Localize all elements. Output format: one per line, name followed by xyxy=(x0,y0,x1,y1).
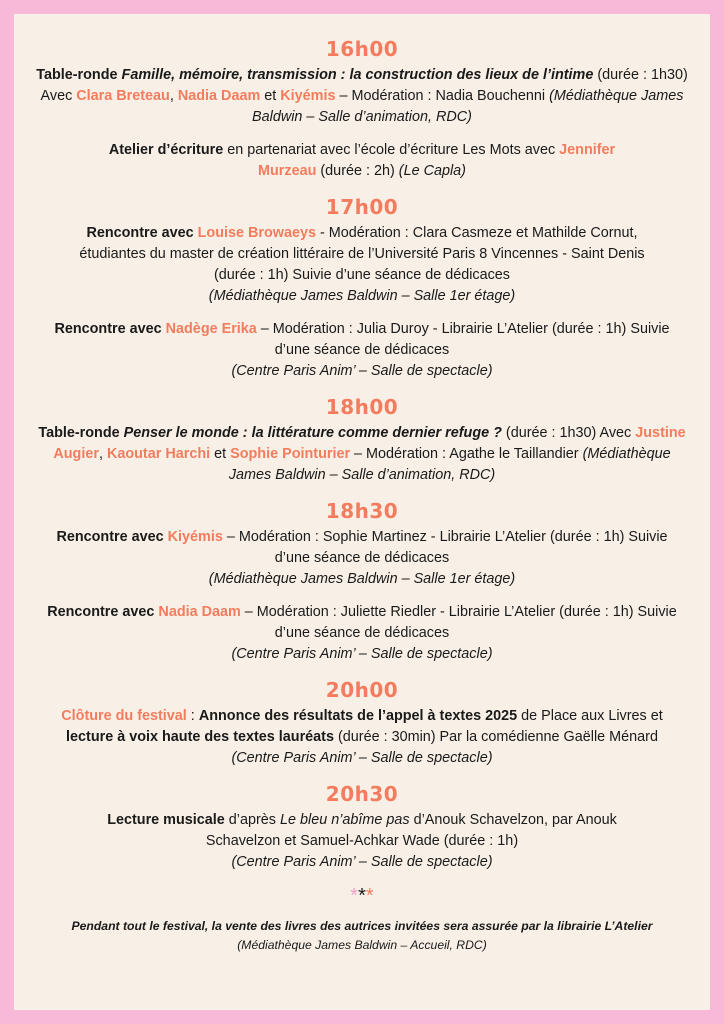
event-location: (Centre Paris Anim’ – Salle de spectacle) xyxy=(231,750,493,766)
time-heading-20h30: 20h30 xyxy=(325,782,399,806)
event-atelier-ecriture: Atelier d’écriture en partenariat avec l’école d’écriture Les Mots avec Jennifer Murzeau (durée : 2h) (Le Capla) xyxy=(108,142,616,179)
event-type: Table-ronde xyxy=(36,67,122,83)
event-location: (Le Capla) xyxy=(398,163,466,179)
event-type: Rencontre avec xyxy=(86,225,198,241)
time-heading-16h00: 16h00 xyxy=(325,37,399,61)
event-rencontre-erika: Rencontre avec Nadège Erika – Modération : Julia Duroy - Librairie L’Atelier (durée : 1h) Suivie d’une séance de dédicaces (Centre Paris Anim’ – Salle de spectacle) xyxy=(54,321,670,379)
event-location: (Médiathèque James Baldwin – Salle d’animation, RDC) xyxy=(252,88,684,125)
footer-note: Pendant tout le festival, la vente des livres des autrices invitées sera assurée par la librairie L’Atelier (Médiathèque James Baldwin – Accueil, RDC) xyxy=(71,919,653,952)
program-content xyxy=(14,36,710,955)
event-location: (Centre Paris Anim’ – Salle de spectacle) xyxy=(231,854,493,870)
author-name: Nadia Daam xyxy=(158,604,241,620)
event-highlight: Clôture du festival xyxy=(61,708,187,724)
event-rencontre-kiyemis: Rencontre avec Kiyémis – Modération : Sophie Martinez - Librairie L’Atelier (durée : 1h) Suivie d’une séance de dédicaces (Médiathèque James Baldwin – Salle 1er étage) xyxy=(56,529,668,587)
event-location: (Médiathèque James Baldwin – Salle 1er étage) xyxy=(208,288,516,304)
event-rencontre-daam: Rencontre avec Nadia Daam – Modération : Juliette Riedler - Librairie L’Atelier (durée : 1h) Suivie d’une séance de dédicaces (Centre Paris Anim’ – Salle de spectacle) xyxy=(47,604,677,662)
event-type: Lecture musicale xyxy=(107,812,225,828)
event-title: Le bleu n’abîme pas xyxy=(279,812,410,828)
time-heading-17h00: 17h00 xyxy=(325,195,399,219)
asterisk-icon: * xyxy=(350,885,359,907)
event-rencontre-browaeys: Rencontre avec Louise Browaeys - Modération : Clara Casmeze et Mathilde Cornut, étudiantes du master de création littéraire de l’Université Paris 8 Vincennes - Saint Denis (durée : 1h) Suivie d’une séance de dédicaces (Médiathèque James Baldwin – Salle 1er étage) xyxy=(79,225,645,304)
author-name: Nadia Daam xyxy=(177,88,261,104)
time-heading-20h00: 20h00 xyxy=(325,678,399,702)
event-type: Table-ronde xyxy=(38,425,124,441)
asterisk-icon: * xyxy=(365,885,374,907)
event-lecture-musicale: Lecture musicale d’après Le bleu n’abîme pas d’Anouk Schavelzon, par Anouk Schavelzon et Samuel-Achkar Wade (durée : 1h) (Centre Paris Anim’ – Salle de spectacle) xyxy=(107,812,617,870)
author-name: Justine Augier xyxy=(53,425,686,462)
author-name: Nadège Erika xyxy=(165,321,257,337)
event-cloture-festival: Clôture du festival : Annonce des résultats de l’appel à textes 2025 de Place aux Livres et lecture à voix haute des textes lauréats (durée : 30min) Par la comédienne Gaëlle Ménard (Centre Paris Anim’ – Salle de spectacle) xyxy=(61,708,663,766)
event-location: (Médiathèque James Baldwin – Salle 1er étage) xyxy=(208,571,516,587)
author-name: Clara Breteau xyxy=(76,88,170,104)
author-name: Kaoutar Harchi xyxy=(106,446,211,462)
event-type: Rencontre avec xyxy=(54,321,166,337)
event-type: Atelier d’écriture xyxy=(108,142,224,158)
program-page xyxy=(14,14,710,1010)
event-type: Rencontre avec xyxy=(47,604,159,620)
author-name: Kiyémis xyxy=(280,88,336,104)
time-heading-18h00: 18h00 xyxy=(325,395,399,419)
author-name: Louise Browaeys xyxy=(197,225,317,241)
asterisk-divider xyxy=(14,885,710,907)
asterisk-icon: * xyxy=(358,885,366,907)
event-location: (Médiathèque James Baldwin – Salle d’animation, RDC) xyxy=(228,446,671,483)
event-title: Famille, mémoire, transmission : la construction des lieux de l’intime xyxy=(121,67,594,83)
footer-location: (Médiathèque James Baldwin – Accueil, RDC) xyxy=(237,938,487,952)
event-table-ronde-penser: Table-ronde Penser le monde : la littérature comme dernier refuge ? (durée : 1h30) Avec Justine Augier, Kaoutar Harchi et Sophie Pointurier – Modération : Agathe le Taillandier (Médiathèque James Baldwin – Salle d’animation, RDC) xyxy=(38,425,686,483)
event-title: Penser le monde : la littérature comme dernier refuge ? xyxy=(123,425,502,441)
author-name: Kiyémis xyxy=(167,529,223,545)
event-location: (Centre Paris Anim’ – Salle de spectacle) xyxy=(231,363,493,379)
event-location: (Centre Paris Anim’ – Salle de spectacle) xyxy=(231,646,493,662)
author-name: Jennifer Murzeau xyxy=(258,142,616,179)
author-name: Sophie Pointurier xyxy=(230,446,351,462)
time-heading-18h30: 18h30 xyxy=(325,499,399,523)
event-table-ronde-famille: Table-ronde Famille, mémoire, transmission : la construction des lieux de l’intime (durée : 1h30) Avec Clara Breteau, Nadia Daam et Kiyémis – Modération : Nadia Bouchenni (Médiathèque James Baldwin – Salle d’animation, RDC) xyxy=(36,67,688,125)
event-type: Rencontre avec xyxy=(56,529,168,545)
